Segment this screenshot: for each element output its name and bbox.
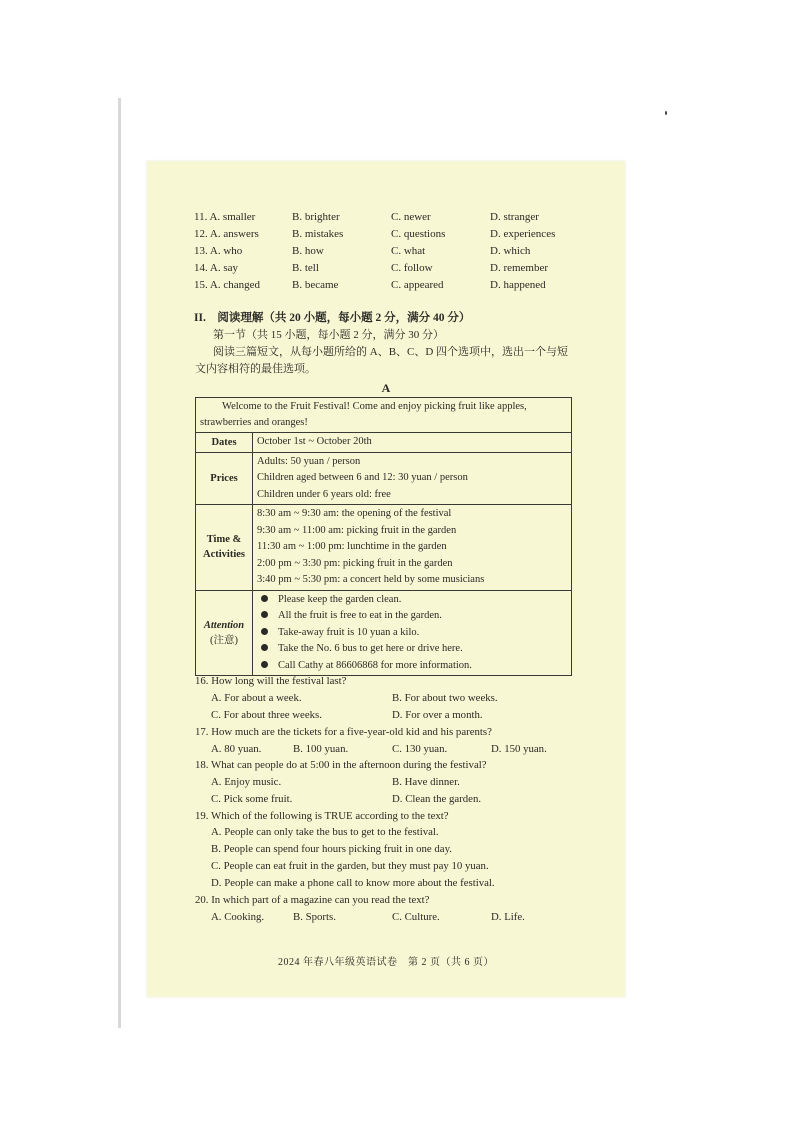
q16-option-b: B. For about two weeks.: [392, 692, 498, 704]
table-row: [196, 433, 572, 453]
q19-option-c: C. People can eat fruit in the garden, but they must pay 10 yuan.: [211, 860, 489, 872]
price-line: Children aged between 6 and 12: 30 yuan / person: [257, 472, 468, 483]
q17-option-d: D. 150 yuan.: [491, 743, 547, 755]
q19-option-a: A. People can only take the bus to get to the festival.: [211, 826, 439, 838]
q19-option-b: B. People can spend four hours picking fruit in one day.: [211, 843, 452, 855]
section-title: II. 阅读理解（共 20 小题，每小题 2 分，满分 40 分）: [194, 312, 471, 324]
q19-option-d: D. People can make a phone call to know more about the festival.: [211, 877, 495, 889]
attention-text: Please keep the garden clean.: [278, 593, 402, 605]
q16-option-a: A. For about a week.: [211, 692, 302, 704]
dates-label: Dates: [196, 433, 253, 453]
bullet-icon: [261, 661, 268, 668]
passage-letter: A: [381, 381, 391, 395]
section-instruction: 阅读三篇短文，从每小题所给的 A、B、C、D 四个选项中，选出一个与短文内容相符的最佳选项。: [195, 346, 569, 375]
table-row: [196, 590, 572, 676]
option-b: B. tell: [292, 262, 319, 274]
option-a: 11. A. smaller: [194, 211, 256, 223]
option-d: D. remember: [490, 262, 549, 274]
attention-item: [257, 592, 567, 609]
question-17-stem: 17. How much are the tickets for a five-year-old kid and his parents?: [195, 726, 492, 738]
q18-option-d: D. Clean the garden.: [392, 793, 482, 805]
activities-cell: [253, 505, 572, 591]
q18-option-a: A. Enjoy music.: [211, 776, 282, 788]
attention-item: [257, 641, 567, 658]
q20-option-d: D. Life.: [491, 911, 525, 923]
bullet-icon: [261, 628, 268, 635]
option-a: 15. A. changed: [194, 279, 260, 291]
q20-option-a: A. Cooking.: [211, 911, 265, 923]
q17-option-b: B. 100 yuan.: [293, 743, 349, 755]
exam-page: [147, 161, 625, 997]
price-line: Children under 6 years old: free: [257, 488, 391, 500]
option-b: B. how: [292, 245, 324, 257]
bullet-icon: [261, 611, 268, 618]
question-16-stem: 16. How long will the festival last?: [195, 675, 347, 687]
option-a: 13. A. who: [194, 245, 243, 257]
activity-line: 11:30 am ~ 1:00 pm: lunchtime in the garden: [257, 541, 447, 552]
q18-option-b: B. Have dinner.: [392, 776, 460, 788]
option-c: C. newer: [391, 211, 431, 223]
option-d: D. happened: [490, 279, 546, 291]
q17-option-c: C. 130 yuan.: [392, 743, 448, 755]
attention-label-cn: (注意): [210, 634, 238, 646]
attention-text: Take the No. 6 bus to get here or drive here.: [278, 643, 463, 654]
attention-label: Attention: [203, 619, 245, 631]
q18-option-c: C. Pick some fruit.: [211, 793, 293, 805]
option-a: 12. A. answers: [194, 228, 259, 240]
attention-item: [257, 658, 567, 675]
attention-text: Take-away fruit is 10 yuan a kilo.: [278, 626, 420, 638]
q16-option-c: C. For about three weeks.: [211, 709, 322, 721]
bullet-icon: [261, 595, 268, 602]
activity-line: 3:40 pm ~ 5:30 pm: a concert held by some musicians: [257, 574, 485, 585]
option-c: C. appeared: [391, 279, 444, 291]
q17-option-a: A. 80 yuan.: [211, 743, 262, 755]
attention-label-cell: [196, 590, 253, 676]
option-c: C. questions: [391, 228, 446, 240]
prices-cell: [253, 452, 572, 505]
page-footer: 2024 年春八年级英语试卷 第 2 页（共 6 页）: [278, 957, 494, 968]
attention-item: [257, 625, 567, 642]
activity-line: 2:00 pm ~ 3:30 pm: picking fruit in the garden: [257, 557, 453, 569]
activities-label: Activities: [203, 549, 245, 561]
question-19-stem: 19. Which of the following is TRUE according to the text?: [195, 810, 449, 822]
option-a: 14. A. say: [194, 262, 238, 274]
q20-option-b: B. Sports.: [293, 911, 336, 923]
time-activities-label: [196, 505, 253, 591]
option-d: D. experiences: [490, 228, 556, 240]
option-b: B. mistakes: [292, 228, 344, 240]
table-row: [196, 398, 572, 433]
prices-label: Prices: [196, 452, 253, 505]
price-line: Adults: 50 yuan / person: [257, 455, 361, 467]
attention-item: [257, 608, 567, 625]
q20-option-c: C. Culture.: [392, 911, 440, 923]
question-18-stem: 18. What can people do at 5:00 in the afternoon during the festival?: [195, 759, 487, 771]
dates-value: October 1st ~ October 20th: [257, 436, 372, 447]
attention-text: Call Cathy at 86606868 for more information.: [278, 659, 472, 671]
dates-cell: [253, 433, 572, 453]
activity-line: 8:30 am ~ 9:30 am: the opening of the festival: [257, 508, 452, 519]
attention-text: All the fruit is free to eat in the garden.: [278, 610, 442, 621]
attention-cell: [253, 590, 572, 676]
bullet-icon: [261, 644, 268, 651]
option-d: D. stranger: [490, 211, 539, 223]
section-subtitle: 第一节（共 15 小题，每小题 2 分，满分 30 分）: [213, 329, 444, 341]
scan-edge: [118, 98, 121, 1028]
question-20-stem: 20. In which part of a magazine can you read the text?: [195, 894, 430, 906]
option-c: C. what: [391, 245, 426, 257]
table-row: [196, 452, 572, 505]
option-c: C. follow: [391, 262, 433, 274]
table-row: [196, 505, 572, 591]
table-header: Welcome to the Fruit Festival! Come and enjoy picking fruit like apples, strawberries and oranges!: [196, 398, 572, 433]
activity-line: 9:30 am ~ 11:00 am: picking fruit in the garden: [257, 524, 457, 536]
option-d: D. which: [490, 245, 531, 257]
option-b: B. became: [292, 279, 339, 291]
scan-speck: [665, 111, 667, 115]
time-label: Time &: [206, 534, 242, 546]
option-b: B. brighter: [292, 211, 340, 223]
q16-option-d: D. For over a month.: [392, 709, 483, 721]
festival-info-table: [195, 397, 572, 676]
